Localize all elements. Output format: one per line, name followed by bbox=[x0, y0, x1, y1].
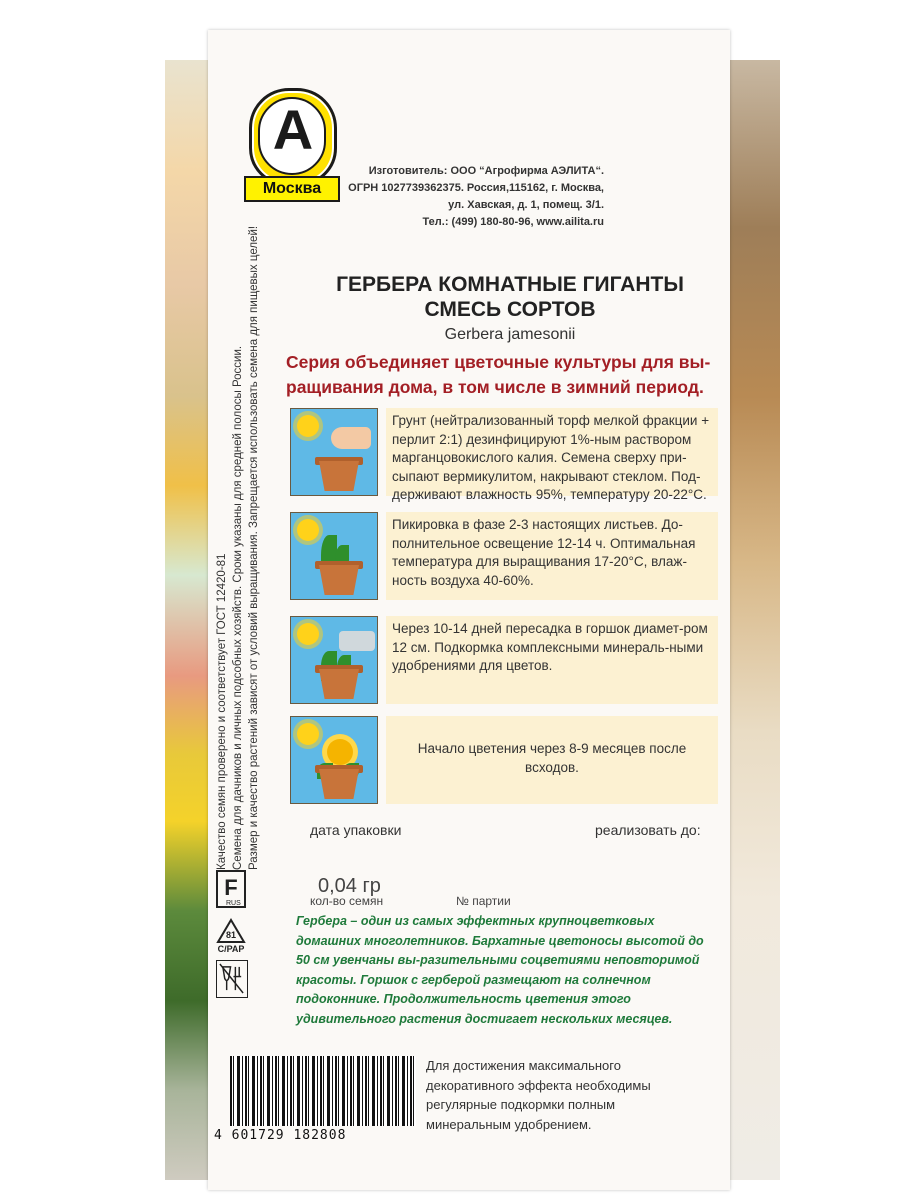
glass-fork-icon bbox=[217, 961, 246, 996]
vertical-notice bbox=[214, 225, 266, 870]
manufacturer-line: Изготовитель: ООО “Агрофирма АЭЛИТА“. bbox=[368, 165, 604, 177]
vertical-notice-text bbox=[214, 225, 262, 870]
manufacturer-line: ул. Хавская, д. 1, помещ. 3/1. bbox=[448, 199, 604, 211]
seed-count-label: кол-во семян bbox=[310, 894, 384, 908]
recycle-number: 81 bbox=[225, 930, 237, 940]
series-text: Серия объединяет цветочные культуры для вы-ращивания дома, в том числе в зимний период. bbox=[286, 352, 711, 397]
pot-icon bbox=[319, 565, 359, 595]
sun-icon bbox=[297, 415, 319, 437]
step-text: Пикировка в фазе 2-3 настоящих листьев. До-полнительное освещение 12-14 ч. Оптимальная температура для выращивания 17-20°С, влаж-ность воздуха 40-60%. bbox=[386, 512, 718, 600]
step-text: Через 10-14 дней пересадка в горшок диамет-ром 12 см. Подкормка комплексными минераль-ными удобрениями для цветов. bbox=[386, 616, 718, 704]
batch-label: № партии bbox=[456, 894, 511, 908]
product-description: Гербера – один из самых эффектных крупноцветковых домашних многолетников. Бархатные цветоносы высотой до 50 см увенчаны вы-разительными соцветиями неповторимой красоты. Горшок с герберой размещают на солнечном подоконнике. Продолжительность цветения этого удивительного растения достигает нескольких месяцев. bbox=[296, 914, 704, 1026]
f-certification-mark-icon: F bbox=[216, 870, 246, 908]
watering-can-icon bbox=[339, 631, 375, 651]
notice-line: Качество семян проверено и соответствует ГОСТ 12420-81 bbox=[216, 553, 228, 870]
recycle-triangle-icon bbox=[216, 918, 246, 944]
brand-logo bbox=[244, 88, 340, 208]
title-line: ГЕРБЕРА КОМНАТНЫЕ ГИГАНТЫ bbox=[336, 273, 684, 296]
product-title bbox=[300, 272, 720, 322]
barcode-digits: 4 601729 182808 bbox=[214, 1128, 347, 1143]
pot-icon bbox=[319, 461, 359, 491]
sun-icon bbox=[297, 623, 319, 645]
sun-icon bbox=[297, 519, 319, 541]
step-text: Грунт (нейтрализованный торф мелкой фракции + перлит 2:1) дезинфицируют 1%-ным раствором марганцовокислого калия. Семена сверху при-сыпают вермикулитом, накрывают стеклом. Под-держивают влажность 95%, температуру 20-22°С. bbox=[386, 408, 718, 496]
step-text: Начало цветения через 8-9 месяцев после всходов. bbox=[386, 716, 718, 804]
fertilizer-note: Для достижения максимального декоративного эффекта необходимы регулярные подкормки полным минеральным удобрением. bbox=[426, 1058, 651, 1132]
f-mark-subscript: RUS bbox=[226, 900, 241, 907]
manufacturer-info bbox=[340, 163, 604, 231]
hand-icon bbox=[331, 427, 371, 449]
step-4 bbox=[290, 716, 728, 804]
latin-name: Gerbera jamesonii bbox=[444, 326, 576, 343]
notice-line: Семена для дачников и личных подсобных хозяйств. Сроки указаны для средней полосы России. bbox=[232, 345, 244, 870]
logo-badge bbox=[249, 88, 337, 186]
notice-line: Размер и качество растений зависят от условий выращивания. Запрещается использовать семена для пищевых целей! bbox=[248, 225, 260, 870]
logo-city: Москва bbox=[244, 176, 340, 202]
step-1 bbox=[290, 408, 728, 502]
sell-by-label: реализовать до: bbox=[595, 822, 701, 838]
sowing-hand-pot-icon bbox=[290, 408, 378, 496]
barcode-bars bbox=[230, 1056, 416, 1126]
seedling-pot-icon bbox=[290, 512, 378, 600]
logo-letter: А bbox=[272, 98, 314, 161]
sun-icon bbox=[297, 723, 319, 745]
watering-can-pot-icon bbox=[290, 616, 378, 704]
step-2 bbox=[290, 512, 728, 600]
title-line: СМЕСЬ СОРТОВ bbox=[424, 298, 596, 321]
pot-icon bbox=[319, 669, 359, 699]
packing-date-label: дата упаковки bbox=[310, 822, 402, 838]
flower-icon bbox=[327, 739, 353, 765]
manufacturer-line: Тел.: (499) 180-80-96, www.ailita.ru bbox=[422, 216, 604, 228]
flowering-pot-icon bbox=[290, 716, 378, 804]
recycle-code: C/PAP bbox=[217, 944, 245, 954]
manufacturer-line: ОГРН 1027739362375. Россия,115162, г. Москва, bbox=[348, 182, 604, 194]
step-3 bbox=[290, 616, 728, 704]
pot-icon bbox=[319, 769, 359, 799]
food-safe-glass-fork-icon bbox=[216, 960, 248, 998]
weight-value: 0,04 гр bbox=[318, 875, 381, 897]
barcode bbox=[214, 1056, 414, 1148]
